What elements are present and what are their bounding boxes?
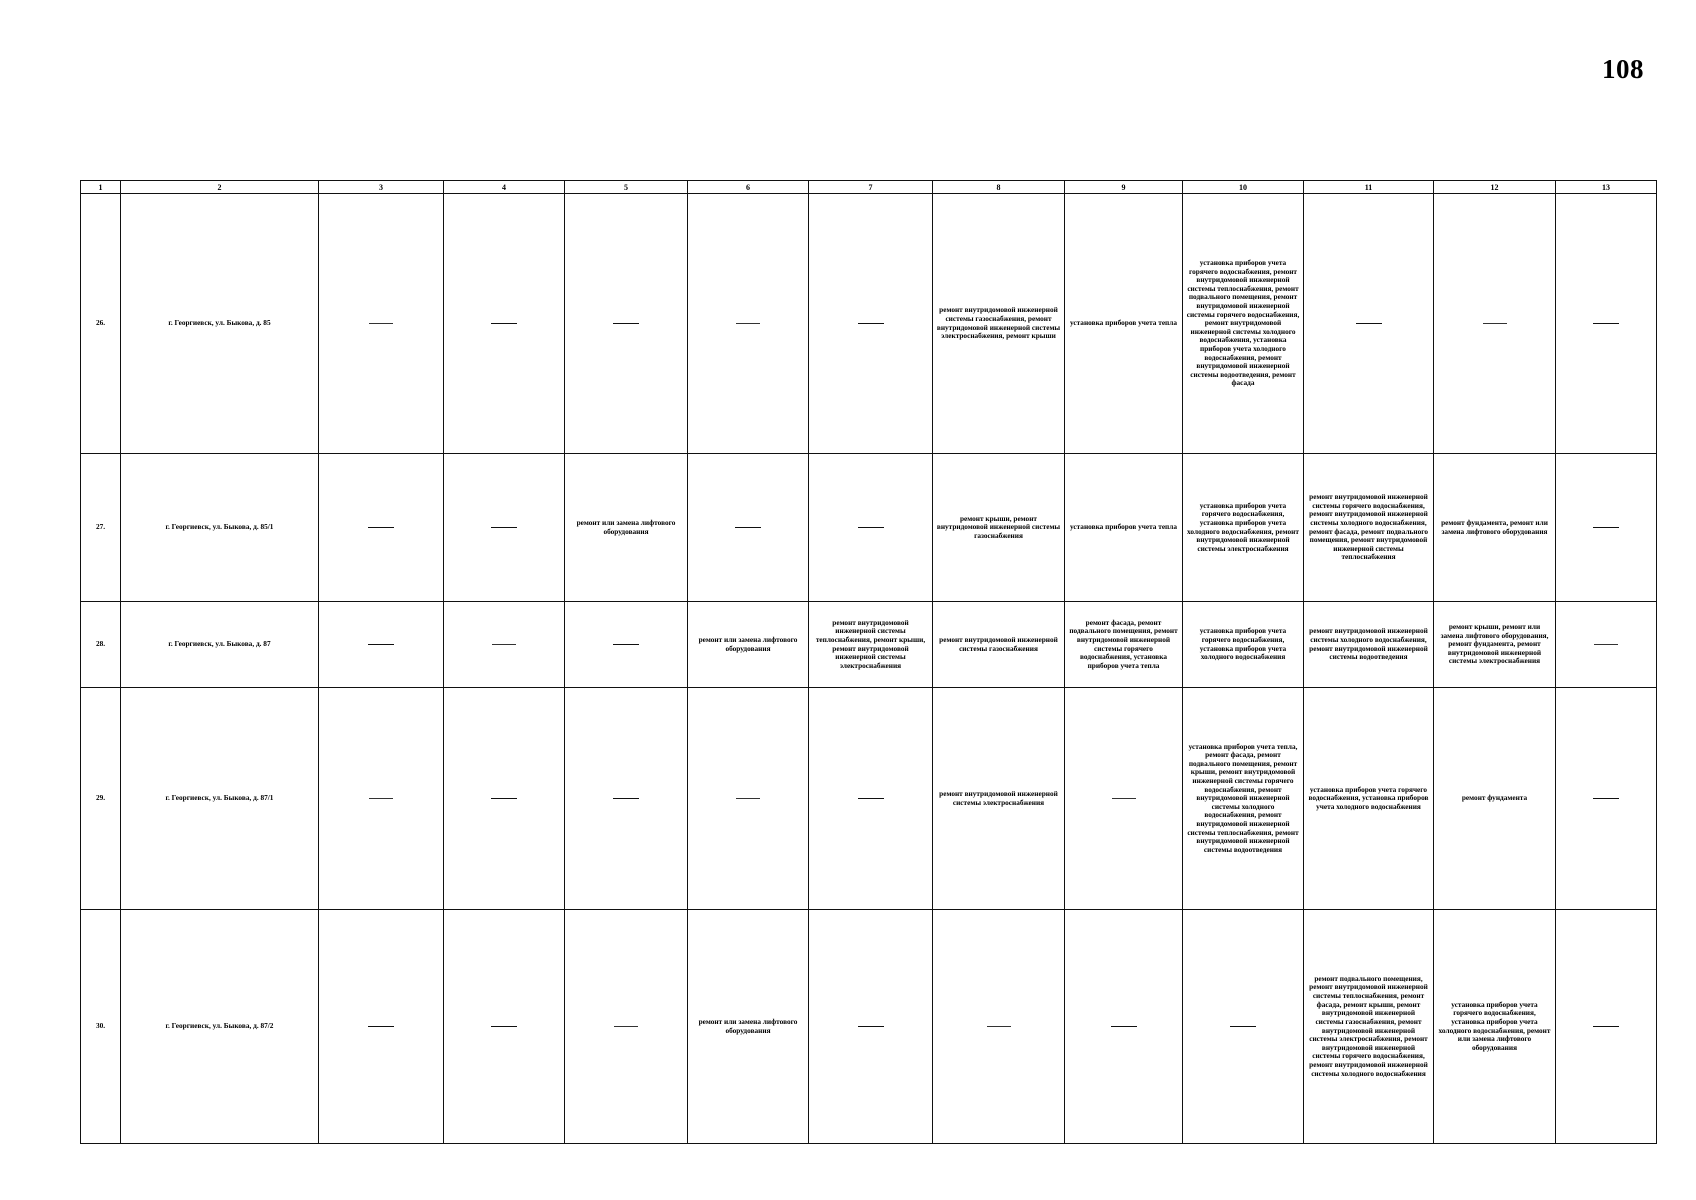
empty-cell (1304, 194, 1434, 454)
column-header: 12 (1434, 181, 1556, 194)
work-description-cell: установка приборов учета горячего водоснабжения, установка приборов учета холодного водоснабжения, ремонт внутридомовой инженерной системы электроснабжения (1183, 454, 1304, 602)
empty-cell (933, 910, 1065, 1144)
dash-mark (858, 527, 884, 529)
empty-cell (1183, 910, 1304, 1144)
row-number: 27. (81, 454, 121, 602)
empty-cell (565, 910, 688, 1144)
work-description-cell: ремонт внутридомовой инженерной системы электроснабжения (933, 688, 1065, 910)
column-header: 5 (565, 181, 688, 194)
empty-cell (319, 688, 444, 910)
dash-mark (1593, 1026, 1619, 1028)
dash-mark (613, 798, 639, 800)
dash-mark (613, 644, 639, 646)
dash-mark (1593, 798, 1619, 800)
empty-cell (809, 454, 933, 602)
dash-mark (735, 527, 761, 529)
dash-mark (491, 527, 517, 529)
empty-cell (444, 454, 565, 602)
column-header: 7 (809, 181, 933, 194)
column-header: 11 (1304, 181, 1434, 194)
dash-mark (858, 1026, 884, 1028)
dash-mark (491, 323, 517, 325)
empty-cell (444, 194, 565, 454)
work-description-cell: установка приборов учета тепла, ремонт фасада, ремонт подвального помещения, ремонт крыши, ремонт внутридомовой инженерной системы горячего водоснабжения, ремонт внутридомовой инженерной системы холодного водоснабжения, ремонт внутридомовой инженерной системы теплоснабжения, ремонт внутридомовой инженерной системы водоотведения (1183, 688, 1304, 910)
row-number: 28. (81, 602, 121, 688)
work-description-cell: ремонт внутридомовой инженерной системы теплоснабжения, ремонт крыши, ремонт внутридомовой инженерной системы электроснабжения (809, 602, 933, 688)
dash-mark (1111, 1026, 1137, 1028)
empty-cell (1556, 454, 1657, 602)
column-header: 4 (444, 181, 565, 194)
table-row (81, 688, 1657, 910)
empty-cell (1065, 910, 1183, 1144)
work-description-cell: ремонт или замена лифтового оборудования (688, 602, 809, 688)
empty-cell (809, 910, 933, 1144)
address-cell: г. Георгиевск, ул. Быкова, д. 87/1 (121, 688, 319, 910)
dash-mark (987, 1026, 1011, 1027)
work-description-cell: ремонт фундамента, ремонт или замена лифтового оборудования (1434, 454, 1556, 602)
dash-mark (368, 644, 394, 646)
work-description-cell: ремонт внутридомовой инженерной системы холодного водоснабжения, ремонт внутридомовой инженерной системы водоотведения (1304, 602, 1434, 688)
column-header: 8 (933, 181, 1065, 194)
work-description-cell: ремонт фундамента (1434, 688, 1556, 910)
empty-cell (809, 688, 933, 910)
dash-mark (736, 798, 760, 799)
empty-cell (688, 454, 809, 602)
empty-cell (1434, 194, 1556, 454)
address-cell: г. Георгиевск, ул. Быкова, д. 85 (121, 194, 319, 454)
dash-mark (368, 527, 394, 529)
empty-cell (565, 602, 688, 688)
address-cell: г. Георгиевск, ул. Быкова, д. 87 (121, 602, 319, 688)
dash-mark (492, 644, 516, 645)
empty-cell (319, 602, 444, 688)
dash-mark (614, 1026, 638, 1027)
dash-mark (736, 323, 760, 324)
table-body (81, 181, 1657, 1144)
work-description-cell: установка приборов учета горячего водоснабжения, установка приборов учета холодного водоснабжения (1304, 688, 1434, 910)
empty-cell (565, 688, 688, 910)
empty-cell (688, 194, 809, 454)
dash-mark (1593, 323, 1619, 325)
row-number: 30. (81, 910, 121, 1144)
column-header: 2 (121, 181, 319, 194)
dash-mark (369, 323, 393, 324)
work-description-cell: установка приборов учета горячего водоснабжения, установка приборов учета холодного водоснабжения (1183, 602, 1304, 688)
dash-mark (613, 323, 639, 325)
empty-cell (1556, 194, 1657, 454)
repair-schedule-table (80, 180, 1657, 1144)
empty-cell (565, 194, 688, 454)
column-header: 6 (688, 181, 809, 194)
dash-mark (858, 323, 884, 325)
column-header: 13 (1556, 181, 1657, 194)
work-description-cell: установка приборов учета тепла (1065, 454, 1183, 602)
work-description-cell: установка приборов учета тепла (1065, 194, 1183, 454)
dash-mark (491, 1026, 517, 1028)
table-row (81, 454, 1657, 602)
work-description-cell: ремонт подвального помещения, ремонт внутридомовой инженерной системы теплоснабжения, ремонт фасада, ремонт крыши, ремонт внутридомовой инженерной системы газоснабжения, ремонт внутридомовой инженерной системы электроснабжения, ремонт внутридомовой инженерной системы горячего водоснабжения, ремонт внутридомовой инженерной системы холодного водоснабжения (1304, 910, 1434, 1144)
empty-cell (1556, 602, 1657, 688)
dash-mark (1356, 323, 1382, 325)
work-description-cell: ремонт фасада, ремонт подвального помещения, ремонт внутридомовой инженерной системы горячего водоснабжения, установка приборов учета тепла (1065, 602, 1183, 688)
empty-cell (319, 910, 444, 1144)
work-description-cell: установка приборов учета горячего водоснабжения, установка приборов учета холодного водоснабжения, ремонт или замена лифтового оборудования (1434, 910, 1556, 1144)
empty-cell (1556, 910, 1657, 1144)
work-description-cell: ремонт внутридомовой инженерной системы газоснабжения, ремонт внутридомовой инженерной системы электроснабжения, ремонт крыши (933, 194, 1065, 454)
empty-cell (319, 454, 444, 602)
row-number: 26. (81, 194, 121, 454)
table-row (81, 910, 1657, 1144)
empty-cell (444, 910, 565, 1144)
dash-mark (1230, 1026, 1256, 1028)
work-description-cell: ремонт внутридомовой инженерной системы газоснабжения (933, 602, 1065, 688)
table-row (81, 194, 1657, 454)
dash-mark (1594, 644, 1618, 645)
work-description-cell: ремонт внутридомовой инженерной системы горячего водоснабжения, ремонт внутридомовой инженерной системы холодного водоснабжения, ремонт фасада, ремонт подвального помещения, ремонт внутридомовой инженерной системы теплоснабжения (1304, 454, 1434, 602)
dash-mark (1112, 798, 1136, 799)
dash-mark (368, 1026, 394, 1028)
dash-mark (491, 798, 517, 800)
empty-cell (1065, 688, 1183, 910)
header-row (81, 181, 1657, 194)
empty-cell (1556, 688, 1657, 910)
column-header: 10 (1183, 181, 1304, 194)
row-number: 29. (81, 688, 121, 910)
work-description-cell: ремонт крыши, ремонт внутридомовой инженерной системы газоснабжения (933, 454, 1065, 602)
empty-cell (444, 602, 565, 688)
empty-cell (809, 194, 933, 454)
work-description-cell: ремонт или замена лифтового оборудования (565, 454, 688, 602)
address-cell: г. Георгиевск, ул. Быкова, д. 85/1 (121, 454, 319, 602)
dash-mark (1483, 323, 1507, 324)
dash-mark (369, 798, 393, 799)
work-description-cell: установка приборов учета горячего водоснабжения, ремонт внутридомовой инженерной системы теплоснабжения, ремонт подвального помещения, ремонт внутридомовой инженерной системы горячего водоснабжения, ремонт внутридомовой инженерной системы холодного водоснабжения, установка приборов учета холодного водоснабжения, ремонт внутридомовой инженерной системы водоотведения, ремонт фасада (1183, 194, 1304, 454)
page-number: 108 (1602, 54, 1644, 84)
empty-cell (319, 194, 444, 454)
empty-cell (444, 688, 565, 910)
dash-mark (1593, 527, 1619, 529)
empty-cell (688, 688, 809, 910)
column-header: 1 (81, 181, 121, 194)
column-header: 9 (1065, 181, 1183, 194)
work-description-cell: ремонт или замена лифтового оборудования (688, 910, 809, 1144)
column-header: 3 (319, 181, 444, 194)
work-description-cell: ремонт крыши, ремонт или замена лифтового оборудования, ремонт фундамента, ремонт внутридомовой инженерной системы электроснабжения (1434, 602, 1556, 688)
address-cell: г. Георгиевск, ул. Быкова, д. 87/2 (121, 910, 319, 1144)
table-row (81, 602, 1657, 688)
dash-mark (858, 798, 884, 800)
